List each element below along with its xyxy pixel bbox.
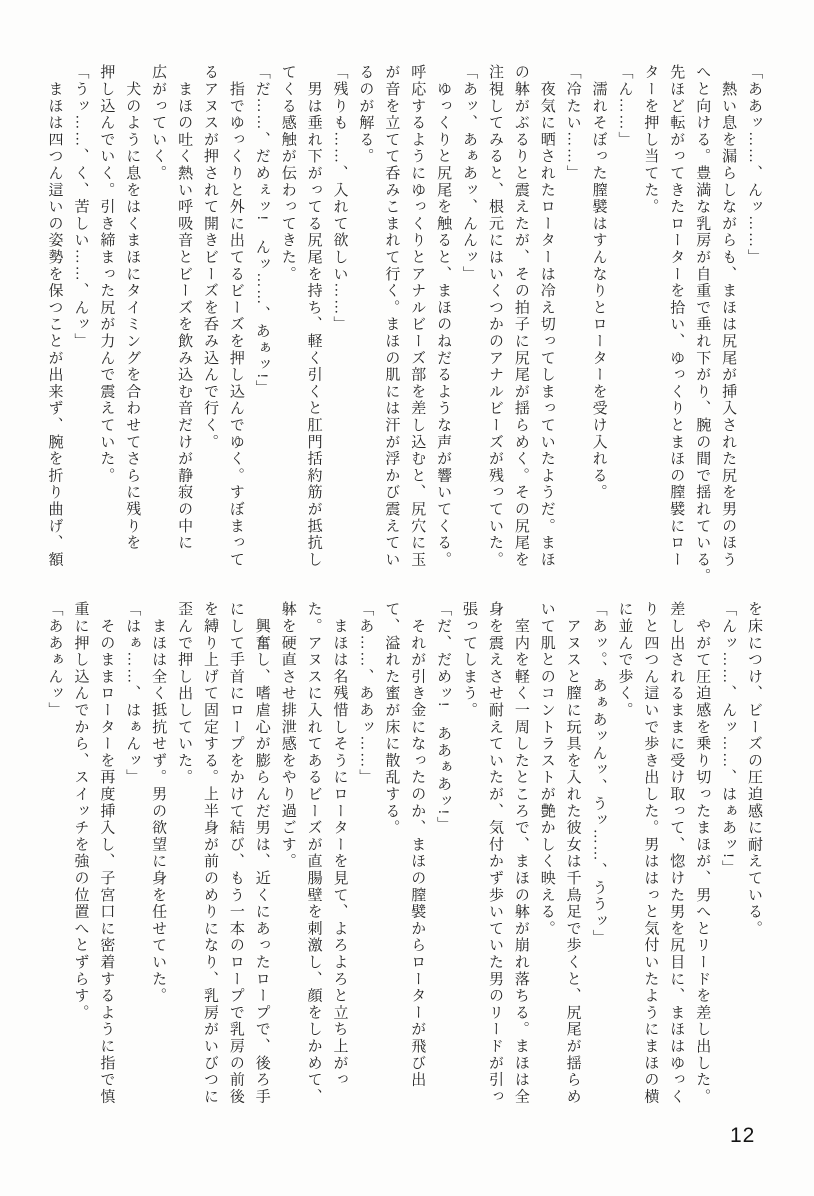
text-column: にして手首にロープをかけて結び、もう一本のロープで乳房の前後	[227, 601, 244, 1105]
text-column: それが引き金になったのか、まほの膣襞からローターが飛び出	[409, 601, 426, 1089]
text-column: 「はぁ……、はぁんッ」	[124, 601, 141, 786]
text-column: 重に押し込んでから、スイッチを強の位置へとずらす。	[72, 601, 89, 1021]
text-column: が音を立てて呑みこまれて行く。まほの肌には汗が浮かび震えてい	[383, 64, 400, 568]
text-column: るのが解る。	[357, 64, 374, 165]
vertical-text-block-bottom	[38, 601, 766, 1133]
text-column: 「うッ……、く、苦しい……、んッ」	[72, 64, 89, 350]
text-column: 男は垂れ下がってる尻尾を持ち、軽く引くと肛門括約筋が抵抗し	[305, 64, 322, 568]
text-column: 「あッ。、あぁあッんッ、うッ……、ううッ」	[590, 601, 607, 947]
text-column: 躰を硬直させ排泄感をやり過ごす。	[279, 601, 296, 870]
text-column: ターを押し当てた。	[642, 64, 659, 216]
text-column: 差し出されるままに受け取って、惚けた男を尻目に、まほはゆっく	[668, 601, 685, 1105]
text-column: 夜気に晒されたローターは冷え切ってしまっていたようだ。まほ	[538, 64, 555, 568]
text-column: 呼応するようにゆっくりとアナルビーズ部を差し込むと、尻穴に玉	[409, 64, 426, 568]
text-column: 押し込んでいく。引き締まった尻が力んで震えていた。	[98, 64, 115, 484]
text-column: 「あ……、ああッ……」	[357, 601, 374, 786]
text-column: 指でゆっくりと外に出てるビーズを押し込んでゆく。すぼまって	[227, 64, 244, 568]
text-column: まほは全く抵抗せず。男の欲望に身を任せていた。	[150, 601, 167, 1005]
text-column: 「あッ、あぁあッ、んんッ」	[461, 64, 478, 283]
text-column: 「ああッ……、んッ……」	[746, 64, 762, 266]
page-number: 12	[730, 1124, 756, 1147]
text-column: 張ってしまう。	[461, 601, 478, 719]
text-column: 濡れそぼった膣襞はすんなりとローターを受け入れる。	[590, 64, 607, 501]
text-column: 熱い息を漏らしながらも、まほは尻尾が挿入された尻を男のほう	[720, 64, 737, 568]
text-column: て、溢れた蜜が床に散乱する。	[383, 601, 400, 837]
text-column: 「んッ……、んッ……、はぁあッ!」	[720, 601, 737, 877]
text-column: アヌスと膣に玩具を入れた彼女は千鳥足で歩くと、尻尾が揺らめ	[564, 601, 581, 1105]
text-column: 先ほど転がってきたローターを拾い、ゆっくりとまほの膣襞にロー	[668, 64, 685, 568]
text-column: の躰がぶるりと震えたが、その拍子に尻尾が揺らめく。その尻尾を	[512, 64, 529, 568]
text-column: た。アヌスに入れてあるビーズが直腸壁を刺激し、顔をしかめて、	[305, 601, 322, 1105]
text-column: を縛り上げて固定する。上半身が前のめりになり、乳房がいびつに	[201, 601, 218, 1105]
text-column: りと四つん這いで歩き出した。男ははっと気付いたようにまほの横	[642, 601, 659, 1105]
text-column: 興奮し、嗜虐心が膨らんだ男は、近くにあったロープで、後ろ手	[253, 601, 270, 1105]
text-column: まほは四つん這いの姿勢を保つことが出来ず、腕を折り曲げ、額	[46, 64, 63, 568]
text-column: まほの吐く熱い呼吸音とビーズを飲み込む音だけが静寂の中に	[176, 64, 193, 552]
text-column: 「ん……」	[616, 64, 633, 148]
text-column: 室内を軽く一周したところで、まほの躰が崩れ落ちる。まほは全	[512, 601, 529, 1105]
text-column: へと向ける。豊満な乳房が自重で垂れ下がり、腕の間で揺れている。	[694, 64, 711, 585]
text-column: いて肌とのコントラストが艶かしく映える。	[538, 601, 555, 937]
text-column: 「冷たい……」	[564, 64, 581, 182]
text-column: そのままローターを再度挿入し、子宮口に密着するように指で慎	[98, 601, 115, 1105]
text-column: 「だ……、だめぇッ! んッ……、あぁッ!」	[253, 64, 270, 397]
text-column: 注視してみると、根元にはいくつかのアナルビーズが残っていた。	[486, 64, 503, 568]
text-column: ゆっくりと尻尾を触ると、まほのねだるような声が響いてくる。	[435, 64, 452, 568]
text-column: てくる感触が伝わってきた。	[279, 64, 296, 283]
text-column: まほは名残惜しそうにローターを見て、よろよろと立ち上がっ	[331, 601, 348, 1089]
text-column: 「残りも……、入れて欲しい……」	[331, 64, 348, 333]
text-column: るアヌスが押されて開きビーズを呑み込んで行く。	[201, 64, 218, 451]
text-column: に並んで歩く。	[616, 601, 633, 719]
text-column: 広がっていく。	[150, 64, 167, 182]
text-column: やがて圧迫感を乗り切ったまほが、男へとリードを差し出した。	[694, 601, 711, 1105]
text-column: 身を震えさせ耐えていたが、気付かず歩いていた男のリードが引っ	[486, 601, 503, 1105]
vertical-text-block-top	[38, 64, 766, 590]
text-column: 「だ、だめッ! ああぁあッ!」	[435, 601, 452, 833]
text-column: 「ああぁんッ」	[46, 601, 63, 719]
text-column: 歪んで押し出していた。	[176, 601, 193, 786]
text-column: 犬のように息をはくまほにタイミングを合わせてさらに残りを	[124, 64, 141, 552]
text-column: を床につけ、ビーズの圧迫感に耐えている。	[746, 601, 762, 937]
